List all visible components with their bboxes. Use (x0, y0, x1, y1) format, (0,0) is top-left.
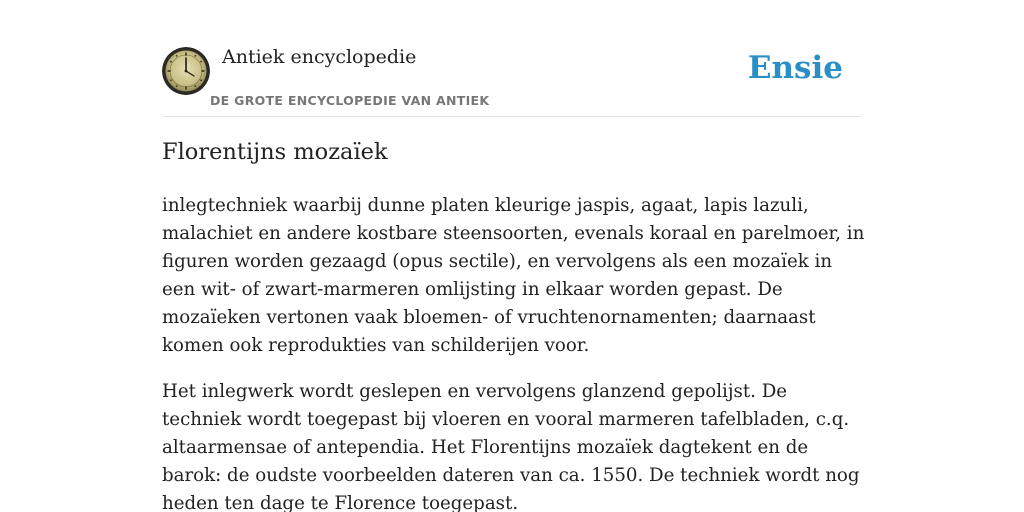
clock-icon[interactable] (162, 47, 210, 95)
brand-logo-link[interactable]: Ensie (747, 50, 843, 86)
page-title: Florentijns mozaïek (162, 139, 388, 165)
site-subtitle: DE GROTE ENCYCLOPEDIE VAN ANTIEK (210, 93, 490, 108)
site-header (162, 0, 862, 117)
content-container (162, 0, 865, 512)
site-title[interactable]: Antiek encyclopedie (222, 46, 417, 68)
entry-paragraph: inlegtechniek waarbij dunne platen kleurige jaspis, agaat, lapis lazuli, malachiet en andere kostbare steensoorten, evenals koraal en parelmoer, in figuren worden gezaagd (opus sectile), en vervolgens als een mozaïek in een wit- of zwart-marmeren omlijsting in elkaar worden gepast. De mozaïeken vertonen vaak bloemen- of vruchtenornamenten; daarnaast komen ook reprodukties van schilderijen voor. (162, 195, 865, 356)
entry-body (162, 192, 867, 512)
entry-paragraph: Het inlegwerk wordt geslepen en vervolgens glanzend gepolijst. De techniek wordt toegepast bij vloeren en vooral marmeren tafelbladen, c.q. altaarmensae of antependia. Het Florentijns mozaïek dagtekent en de barok: de oudste voorbeelden dateren van ca. 1550. De techniek wordt nog heden ten dage te Florence toegepast. (162, 381, 860, 512)
